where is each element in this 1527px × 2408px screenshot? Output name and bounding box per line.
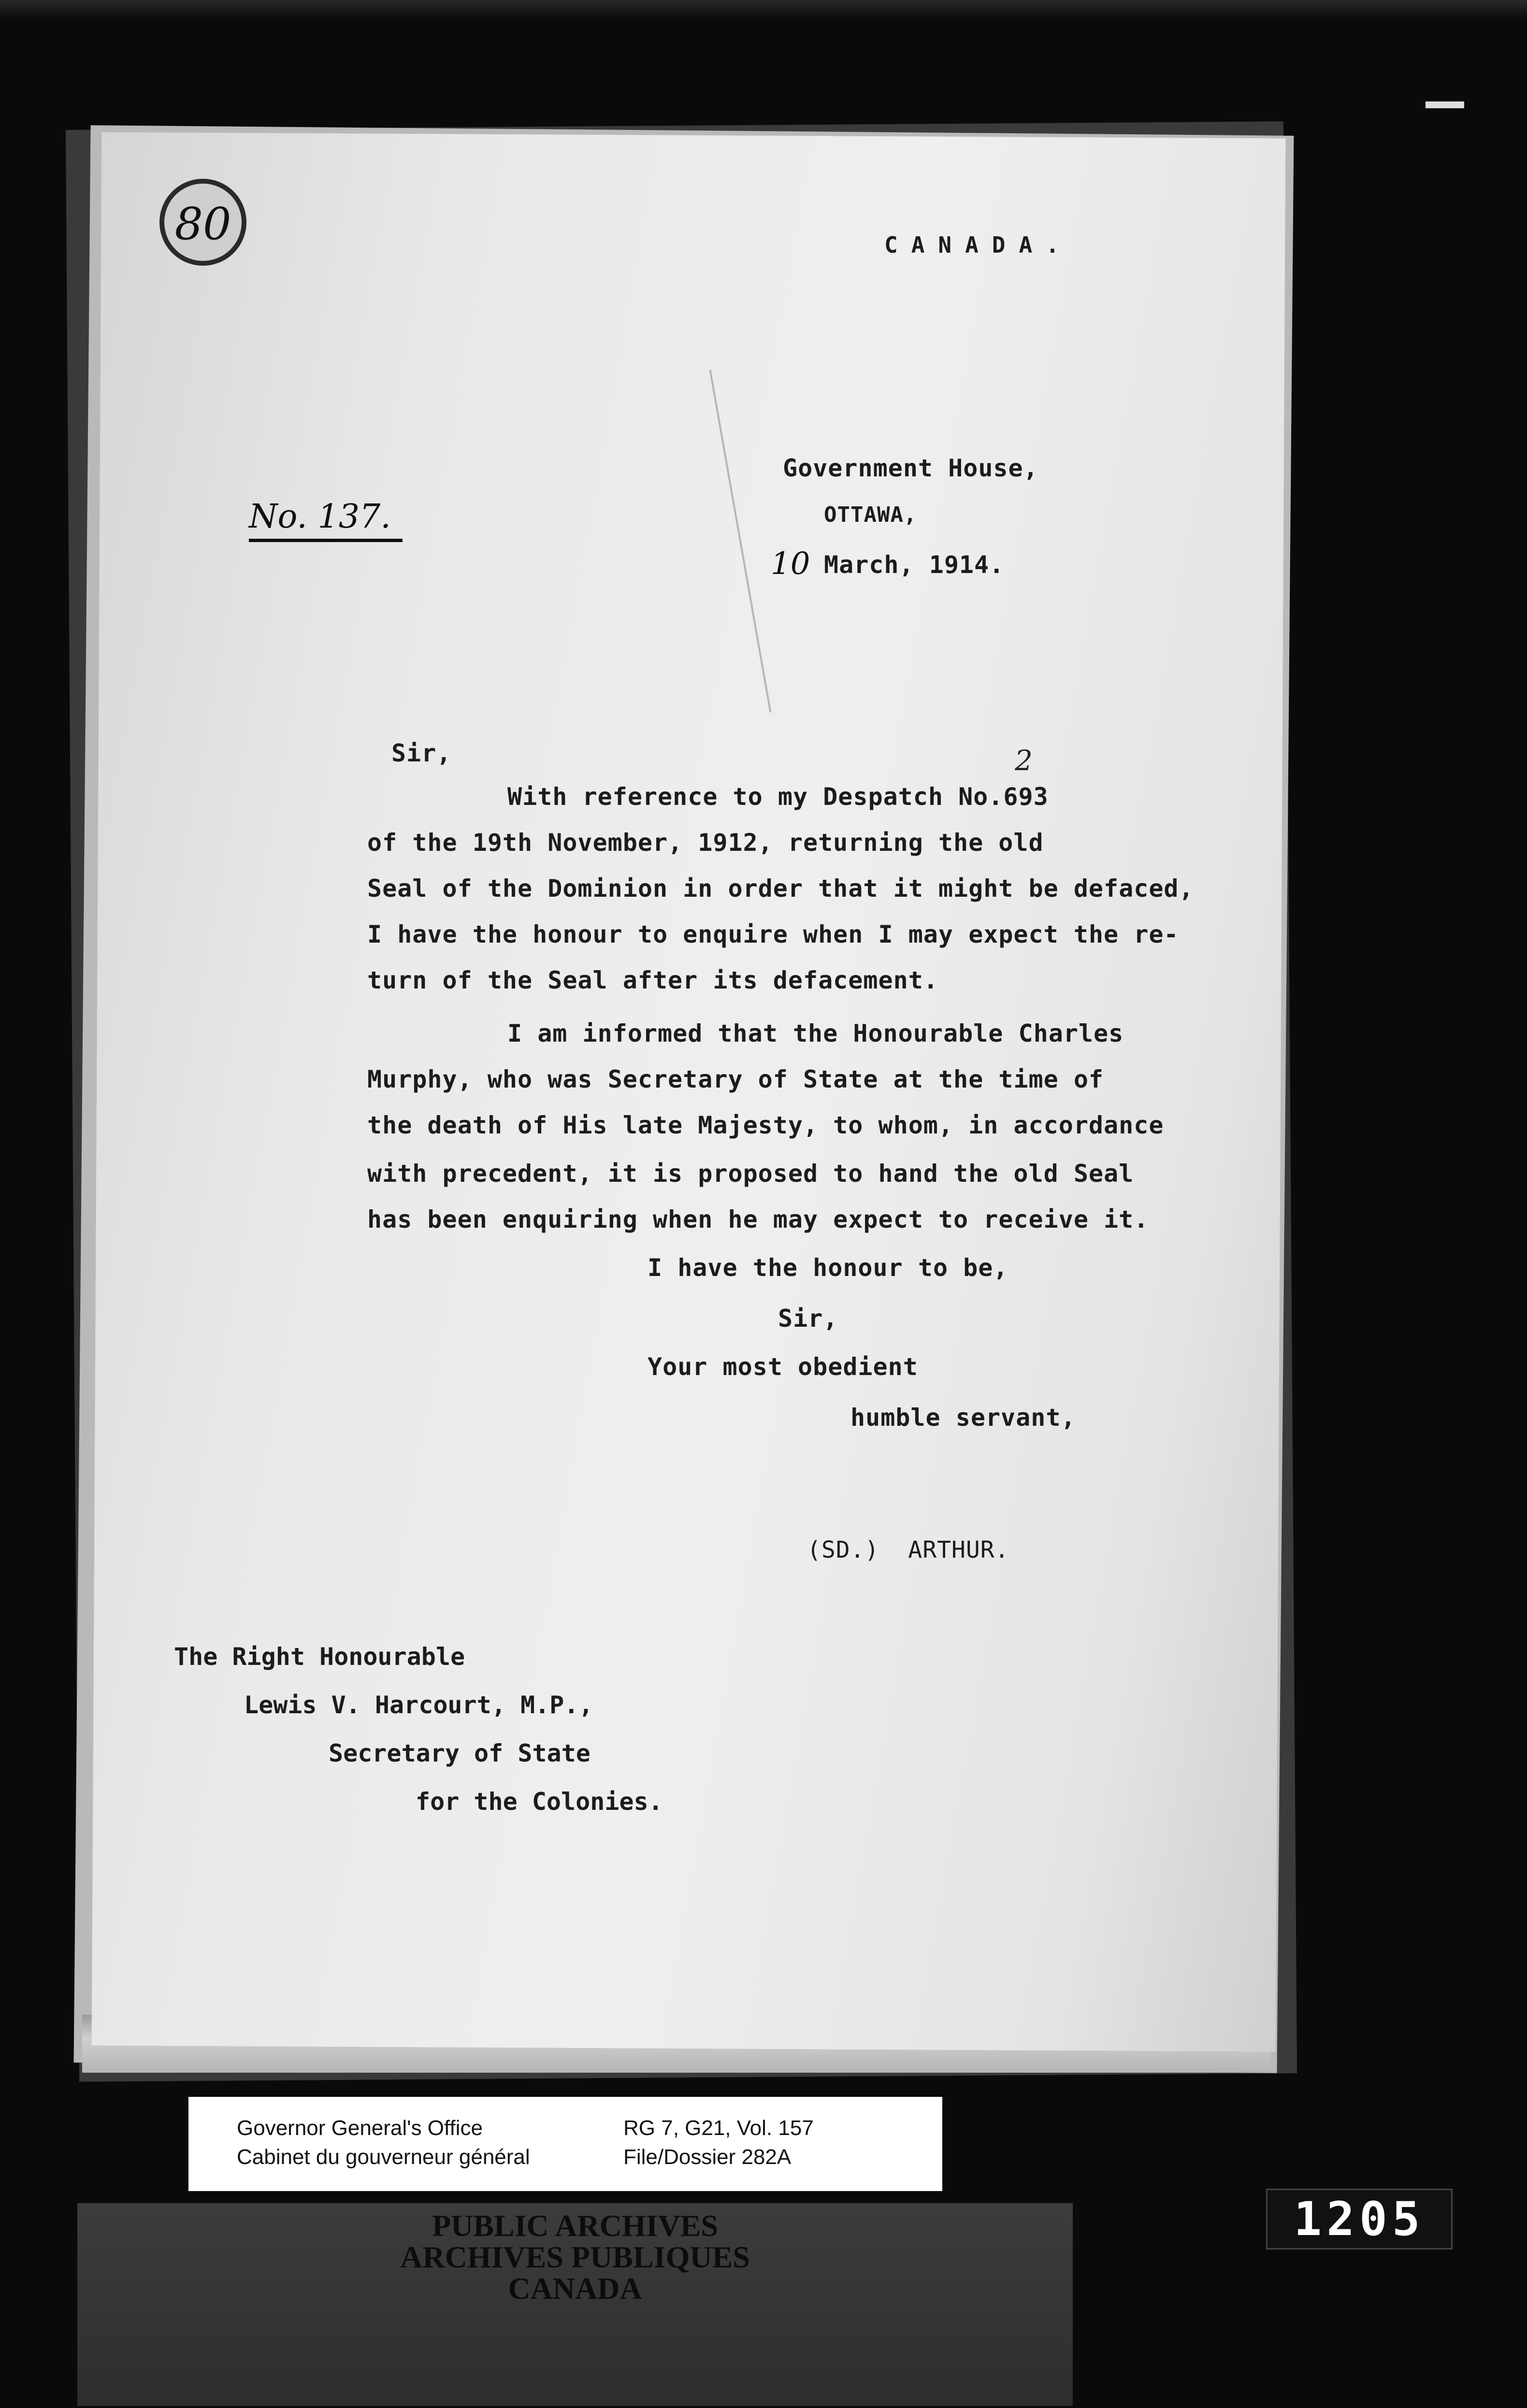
body-line: Seal of the Dominion in order that it might be defaced, bbox=[367, 874, 1194, 903]
folio-stamp-number: 80 bbox=[174, 198, 231, 250]
letterhead-address-line1: Government House, bbox=[783, 454, 1038, 482]
archive-reference: RG 7, G21, Vol. 157 bbox=[623, 2116, 814, 2140]
office-name-fr: Cabinet du gouverneur général bbox=[237, 2145, 530, 2169]
body-line: I have the honour to enquire when I may expect the re- bbox=[367, 920, 1179, 948]
salutation: Sir, bbox=[391, 739, 452, 767]
archive-reference-label bbox=[188, 2097, 942, 2191]
body-line: the death of His late Majesty, to whom, in accordance bbox=[367, 1111, 1164, 1139]
signature: (SD.) ARTHUR. bbox=[807, 1536, 1009, 1563]
archive-title-line1: PUBLIC ARCHIVES bbox=[432, 2208, 719, 2243]
recipient-line: Secretary of State bbox=[329, 1739, 591, 1767]
archive-title-line2: ARCHIVES PUBLIQUES bbox=[400, 2240, 750, 2274]
body-line: turn of the Seal after its defacement. bbox=[367, 966, 938, 994]
body-line: With reference to my Despatch No.693 bbox=[507, 783, 1049, 811]
closing-line: Sir, bbox=[778, 1304, 838, 1333]
recipient-line: for the Colonies. bbox=[416, 1788, 663, 1816]
folio-stamp bbox=[159, 179, 246, 266]
body-line: with precedent, it is proposed to hand the old Seal bbox=[367, 1160, 1134, 1188]
letter-date-day: 10 bbox=[771, 546, 810, 582]
recipient-line: Lewis V. Harcourt, M.P., bbox=[244, 1691, 593, 1719]
body-line: I am informed that the Honourable Charles bbox=[507, 1019, 1124, 1047]
recipient-line: The Right Honourable bbox=[174, 1643, 465, 1671]
despatch-number: No. 137. bbox=[249, 498, 403, 542]
body-line: has been enquiring when he may expect to receive it. bbox=[367, 1205, 1149, 1233]
archive-title-line3: CANADA bbox=[508, 2271, 642, 2306]
archive-title-block bbox=[77, 2203, 1073, 2406]
closing-line: Your most obedient bbox=[648, 1353, 918, 1381]
office-name-en: Governor General's Office bbox=[237, 2116, 483, 2140]
frame-counter: 1205 bbox=[1266, 2189, 1453, 2250]
film-frame-top bbox=[0, 0, 1527, 19]
handwritten-mark-2: 2 bbox=[1015, 744, 1033, 777]
letter-date: March, 1914. bbox=[824, 551, 1005, 579]
film-mark bbox=[1426, 101, 1464, 108]
letterhead-address-line2: OTTAWA, bbox=[824, 502, 917, 527]
closing-line: humble servant, bbox=[850, 1404, 1076, 1432]
archive-file: File/Dossier 282A bbox=[623, 2145, 792, 2169]
letterhead-country: CANADA. bbox=[884, 232, 1073, 258]
body-line: of the 19th November, 1912, returning the old bbox=[367, 829, 1044, 857]
body-line: Murphy, who was Secretary of State at the time of bbox=[367, 1065, 1104, 1093]
closing-line: I have the honour to be, bbox=[648, 1254, 1008, 1282]
